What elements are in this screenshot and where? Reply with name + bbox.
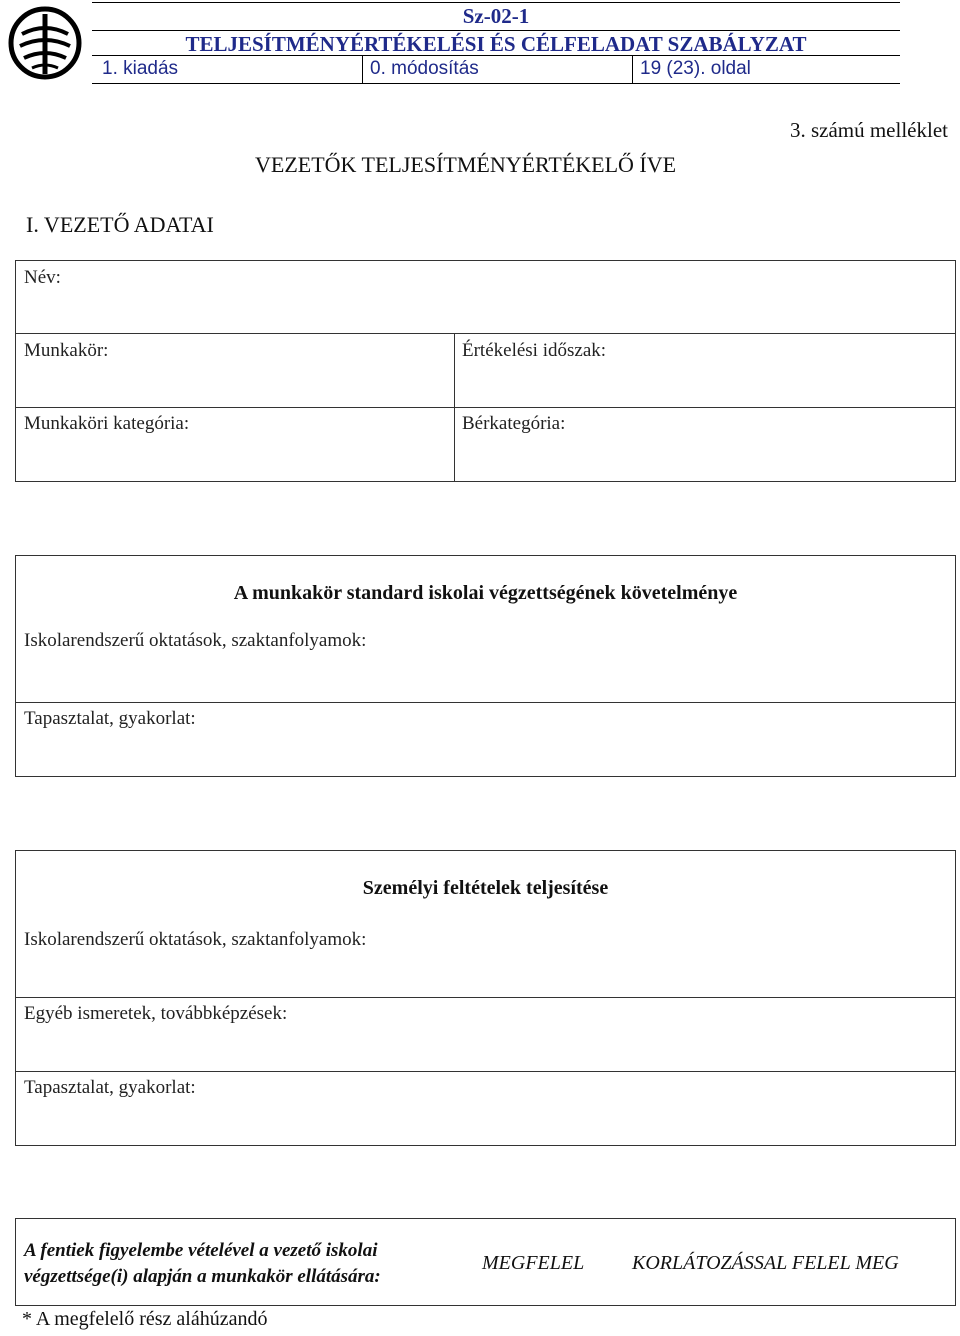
name-label: Név: [24, 267, 61, 288]
regulation-code: Sz-02-1 [462, 4, 530, 28]
option-meets[interactable]: MEGFELEL [482, 1252, 585, 1274]
conclusion-table [15, 1218, 956, 1306]
section-title: I. VEZETŐ ADATAI [26, 212, 214, 237]
option-meets-with-restriction[interactable]: KORLÁTOZÁSSAL FELEL MEG [632, 1252, 899, 1274]
job-label: Munkakör: [24, 340, 109, 361]
job-category-label: Munkaköri kategória: [24, 413, 190, 434]
header-info-row [92, 56, 900, 84]
standard-education-label: Iskolarendszerű oktatások, szaktanfolyamok: [24, 630, 367, 651]
footnote: * A megfelelő rész aláhúzandó [22, 1308, 268, 1330]
personal-conditions-table [15, 850, 956, 1146]
revision: 0. módosítás [370, 58, 479, 79]
document-header [0, 0, 904, 86]
edition: 1. kiadás [102, 58, 179, 79]
conclusion-line-1: A fentiek figyelembe vételével a vezető iskolai [24, 1240, 378, 1261]
page-number: 19 (23). oldal [640, 58, 751, 79]
standard-heading: A munkakör standard iskolai végzettségének követelménye [233, 582, 738, 604]
pay-category-label: Bérkategória: [462, 413, 566, 434]
conclusion-line-2: végzettsége(i) alapján a munkakör ellátására: [24, 1266, 381, 1287]
standard-requirements-table [15, 555, 956, 777]
personal-heading: Személyi feltételek teljesítése [362, 877, 609, 899]
leader-data-table [15, 260, 956, 482]
personal-education-label: Iskolarendszerű oktatások, szaktanfolyamok: [24, 929, 367, 950]
other-knowledge-label: Egyéb ismeretek, továbbképzések: [24, 1003, 288, 1024]
annex-label: 3. számú melléklet [789, 118, 948, 142]
institution-logo-icon [8, 4, 82, 82]
personal-experience-label: Tapasztalat, gyakorlat: [24, 1077, 196, 1098]
regulation-title: TELJESÍTMÉNYÉRTÉKELÉSI ÉS CÉLFELADAT SZABÁLYZAT [92, 30, 900, 56]
document-title: VEZETŐK TELJESÍTMÉNYÉRTÉKELŐ ÍVE [255, 152, 677, 177]
standard-experience-label: Tapasztalat, gyakorlat: [24, 708, 196, 729]
evaluation-period-label: Értékelési időszak: [462, 340, 607, 361]
